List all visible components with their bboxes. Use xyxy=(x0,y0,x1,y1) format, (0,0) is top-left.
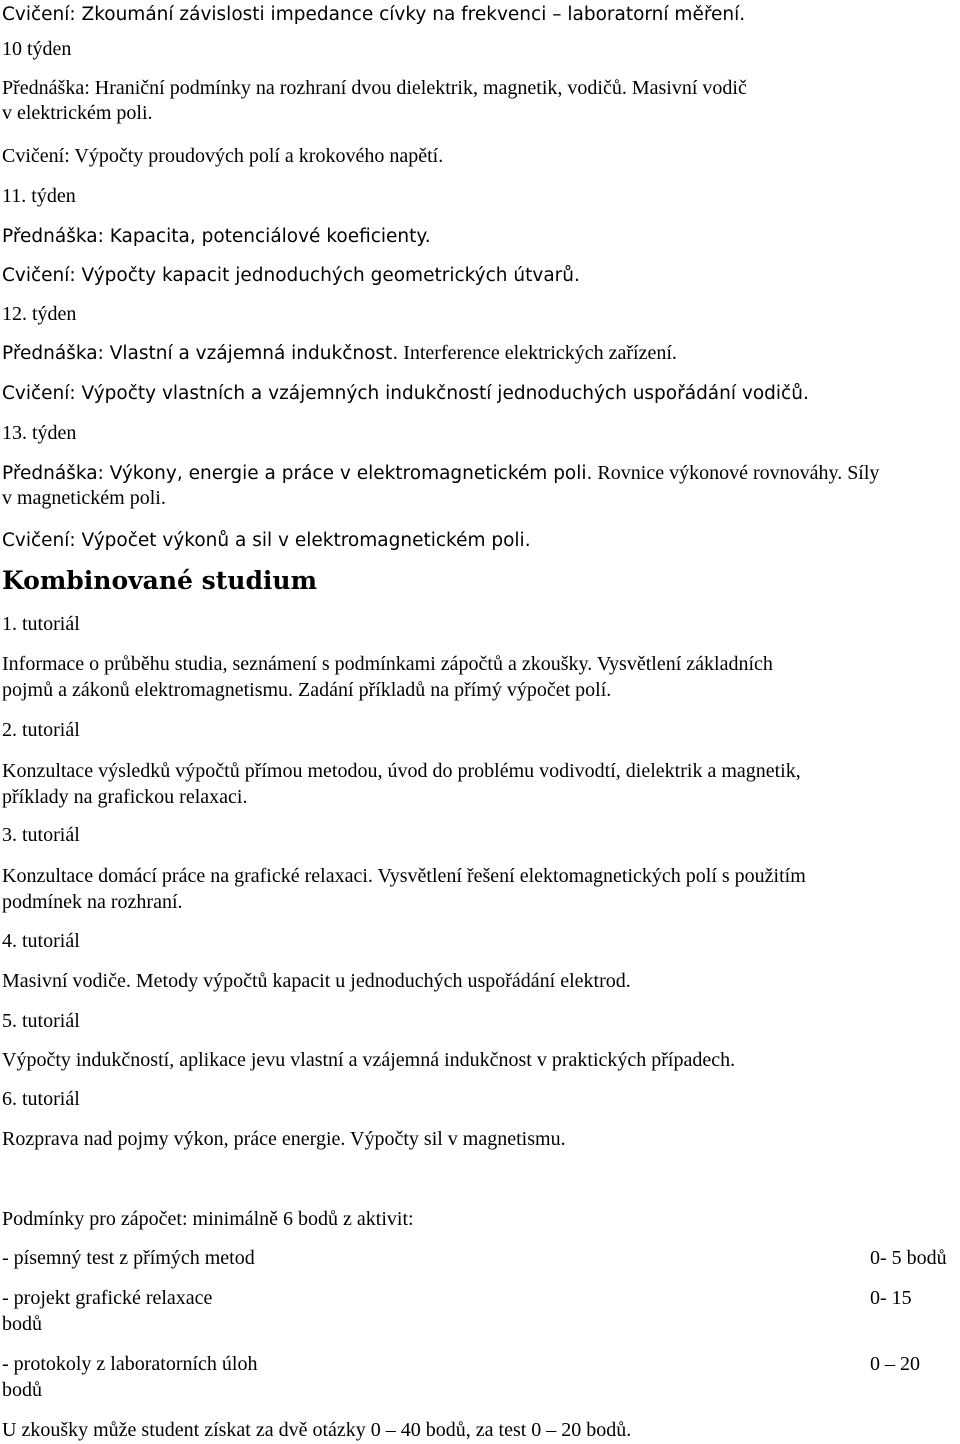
condition-item-1-points: 0- 5 bodů xyxy=(870,1247,947,1269)
condition-item-2-points: 0- 15 xyxy=(870,1287,912,1309)
lecture-week12-part1: Přednáška: Vlastní a vzájemná indukčnost. xyxy=(2,343,399,364)
tutorial-4-line1: Masivní vodiče. Metody výpočtů kapacit u jednoduchých uspořádání elektrod. xyxy=(2,970,631,992)
lecture-week13-line1 xyxy=(2,461,879,486)
exercise-week13-label: Cvičení: xyxy=(2,530,82,551)
tutorial-5-title: 5. tutoriál xyxy=(2,1010,80,1032)
tutorial-6-title: 6. tutoriál xyxy=(2,1088,80,1110)
condition-item-3-label: - protokoly z laboratorních úloh xyxy=(2,1353,258,1375)
tutorial-3-line1: Konzultace domácí práce na grafické relaxaci. Vysvětlení řešení elektomagnetických polí s použitím xyxy=(2,865,806,887)
lecture-week11: Přednáška: Kapacita, potenciálové koeficienty. xyxy=(2,226,431,247)
lecture-week12-part2: Interference elektrických zařízení. xyxy=(398,342,677,364)
tutorial-5-line1: Výpočty indukčností, aplikace jevu vlastní a vzájemná indukčnost v praktických případech. xyxy=(2,1049,736,1071)
lecture-week12 xyxy=(2,341,677,366)
tutorial-6-line1: Rozprava nad pojmy výkon, práce energie. Výpočty sil v magnetismu. xyxy=(2,1128,566,1150)
exam-points-note: U zkoušky může student získat za dvě otázky 0 – 40 bodů, za test 0 – 20 bodů. xyxy=(2,1419,632,1441)
exercise-week11: Cvičení: Výpočty kapacit jednoduchých geometrických útvarů. xyxy=(2,265,580,286)
week-13-title: 13. týden xyxy=(2,422,77,444)
lecture-week13-part1: Přednáška: Výkony, energie a práce v elektromagnetickém poli. xyxy=(2,463,593,484)
tutorial-2-line1: Konzultace výsledků výpočtů přímou metodou, úvod do problému vodivodtí, dielektrik a magnetik, xyxy=(2,760,801,782)
exercise-week13 xyxy=(2,528,531,553)
lecture-week10-line2: v elektrickém poli. xyxy=(2,102,153,124)
exercise-week13-text: Výpočet výkonů a sil v elektromagnetickém poli. xyxy=(81,530,531,551)
condition-item-3-points: 0 – 20 xyxy=(870,1353,920,1375)
tutorial-3-line2: podmínek na rozhraní. xyxy=(2,891,183,913)
credit-conditions-intro: Podmínky pro zápočet: minimálně 6 bodů z aktivit: xyxy=(2,1208,414,1230)
condition-item-1-label: - písemný test z přímých metod xyxy=(2,1247,255,1269)
condition-item-2-unit: bodů xyxy=(2,1313,42,1335)
week-10-title: 10 týden xyxy=(2,38,72,60)
week-11-title: 11. týden xyxy=(2,185,76,207)
tutorial-3-title: 3. tutoriál xyxy=(2,824,80,846)
lecture-week13-line2: v magnetickém poli. xyxy=(2,487,166,509)
condition-item-3-unit: bodů xyxy=(2,1379,42,1401)
exercise-week10: Cvičení: Výpočty proudových polí a krokového napětí. xyxy=(2,145,444,167)
exercise-week9: Cvičení: Zkoumání závislosti impedance cívky na frekvenci – laboratorní měření. xyxy=(2,4,746,25)
tutorial-4-title: 4. tutoriál xyxy=(2,930,80,952)
condition-item-2-label: - projekt grafické relaxace xyxy=(2,1287,213,1309)
lecture-week13-part2: Rovnice výkonové rovnováhy. Síly xyxy=(592,462,880,484)
exercise-week12: Cvičení: Výpočty vlastních a vzájemných indukčností jednoduchých uspořádání vodičů. xyxy=(2,383,809,404)
tutorial-1-line1: Informace o průběhu studia, seznámení s podmínkami zápočtů a zkoušky. Vysvětlení základních xyxy=(2,653,773,675)
tutorial-1-title: 1. tutoriál xyxy=(2,613,80,635)
combined-study-heading: Kombinované studium xyxy=(2,566,318,595)
tutorial-1-line2: pojmů a zákonů elektromagnetismu. Zadání příkladů na přímý výpočet polí. xyxy=(2,679,612,701)
tutorial-2-line2: příklady na grafickou relaxaci. xyxy=(2,786,248,808)
tutorial-2-title: 2. tutoriál xyxy=(2,719,80,741)
week-12-title: 12. týden xyxy=(2,303,77,325)
lecture-week10-line1: Přednáška: Hraniční podmínky na rozhraní dvou dielektrik, magnetik, vodičů. Masivní vodič xyxy=(2,77,747,99)
